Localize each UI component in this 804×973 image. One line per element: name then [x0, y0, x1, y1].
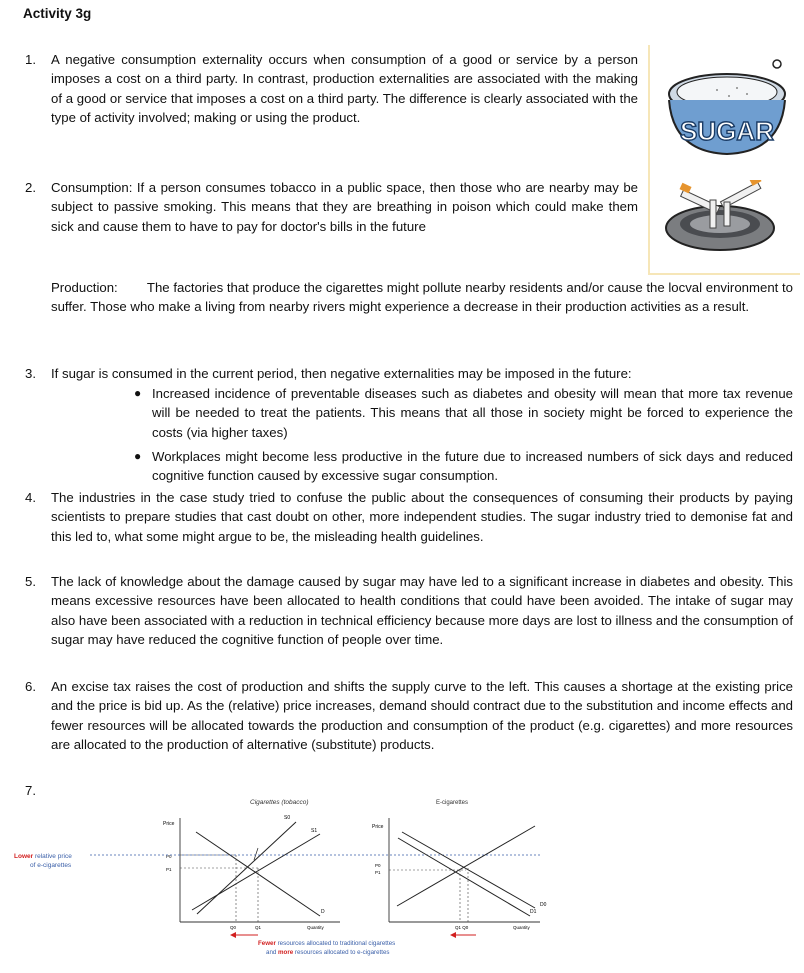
bullet-item: Increased incidence of preventable diseases such as diabetes and obesity will mean that more tax revenue will be needed to treat the patients. This means that all those in society might be forced to experience the costs (via higher taxes) [152, 386, 793, 440]
right-red-arrowhead [450, 932, 456, 938]
bullet-dot: ● [134, 449, 142, 463]
left-price-label: Price [163, 821, 175, 827]
right-demand-d1 [398, 838, 530, 916]
lower-price-label: Lower relative price [14, 853, 72, 860]
bullet-item: Workplaces might become less productive in the future due to increased numbers of sick days and reduced cognitive function caused by excessive sugar consumption. [152, 449, 793, 484]
lower-price-label-2: of e-cigarettes [30, 862, 72, 869]
left-q1-label: Q1 [255, 925, 262, 930]
right-d0-label: D0 [540, 902, 547, 908]
left-p1-label: P1 [166, 867, 172, 872]
item-number: 1. [25, 52, 36, 67]
supply-curve-s1 [192, 834, 320, 910]
right-q-labels: Q1 Q0 [455, 925, 469, 930]
answer-5: The lack of knowledge about the damage caused by sugar may have led to a significant increase in diabetes and obesity. This means excessive resources have been allocated to health conditions that could have been avoided. The intake of sugar may also have been associated with a reduction in technical efficiency because more days are lost to illness and the consumption of sugar may have reduced the cognitive function of people over time. [51, 574, 793, 647]
left-q0-label: Q0 [230, 925, 237, 930]
caption-line-2: and more resources allocated to e-cigarettes [266, 949, 390, 956]
answer-1: A negative consumption externality occurs when consumption of a good or service by a person imposes a cost on a third party. In contrast, production externalities are associated with the making of a good or service that imposes a cost on a third party. The difference is clearly associated with the type of activity involved; making or using the product. [51, 52, 638, 125]
item-number: 2. [25, 180, 36, 195]
right-supply-curve [397, 826, 535, 906]
left-graph-title: Cigarettes (tobacco) [250, 799, 309, 806]
sugar-bowl-label: SUGAR [680, 116, 774, 146]
s0-label: S0 [284, 815, 291, 821]
item-number: 3. [25, 366, 36, 381]
left-p0-label: P0 [166, 854, 172, 859]
sugar-bowl-image [655, 52, 795, 162]
demand-label: D [321, 909, 325, 915]
right-p0-label: P0 [375, 863, 381, 868]
answer-2-consumption: Consumption: If a person consumes tobacco in a public space, then those who are nearby may be subject to passive smoking. This means that they are breathing in poison which could make them sick and cause them to have to pay for doctor's bills in the future [51, 180, 638, 234]
supply-curve-s0 [197, 822, 296, 914]
answer-2-production: Production: The factories that produce the cigarettes might pollute nearby residents and/or cause the locval environment to suffer. Those who make a living from nearby rivers might experience a decrease in their production activities as a result. [51, 280, 797, 315]
right-graph-title: E-cigarettes [436, 800, 469, 806]
item-number: 7. [25, 783, 36, 798]
s1-label: S1 [311, 828, 318, 834]
left-red-arrowhead [230, 932, 236, 938]
answer-6: An excise tax raises the cost of production and shifts the supply curve to the left. This causes a shortage at the existing price and the price is bid up. As the (relative) price increases, demand should contract due to the substitution and income effects and fewer resources will be allocated towards the production and consumption of the product (e.g. cigarettes) and more resources are allocated to the production of alternative (substitute) products. [51, 679, 793, 752]
right-quantity-label: Quantity [513, 925, 530, 930]
ashtray-image [660, 180, 780, 260]
right-price-label: Price [372, 824, 384, 830]
item-number: 5. [25, 574, 36, 589]
answer-4: The industries in the case study tried to confuse the public about the consequences of consuming their products by paying scientists to prepare studies that cast doubt on other, more independent studies. The sugar industry tried to demonise fat and this led to, what some might argue to be, the misleading health guidelines. [51, 490, 793, 544]
answer-3: If sugar is consumed in the current period, then negative externalities may be imposed in the future: [51, 366, 632, 381]
activity-title: Activity 3g [23, 6, 92, 21]
left-quantity-label: Quantity [307, 925, 324, 930]
bullet-dot: ● [134, 386, 142, 400]
item-number: 4. [25, 490, 36, 505]
caption-line-1: Fewer resources allocated to traditional cigarettes [258, 940, 396, 947]
item-number: 6. [25, 679, 36, 694]
right-d1-label: D1 [530, 909, 537, 915]
right-p1-label: P1 [375, 870, 381, 875]
supply-demand-diagram [0, 796, 804, 966]
